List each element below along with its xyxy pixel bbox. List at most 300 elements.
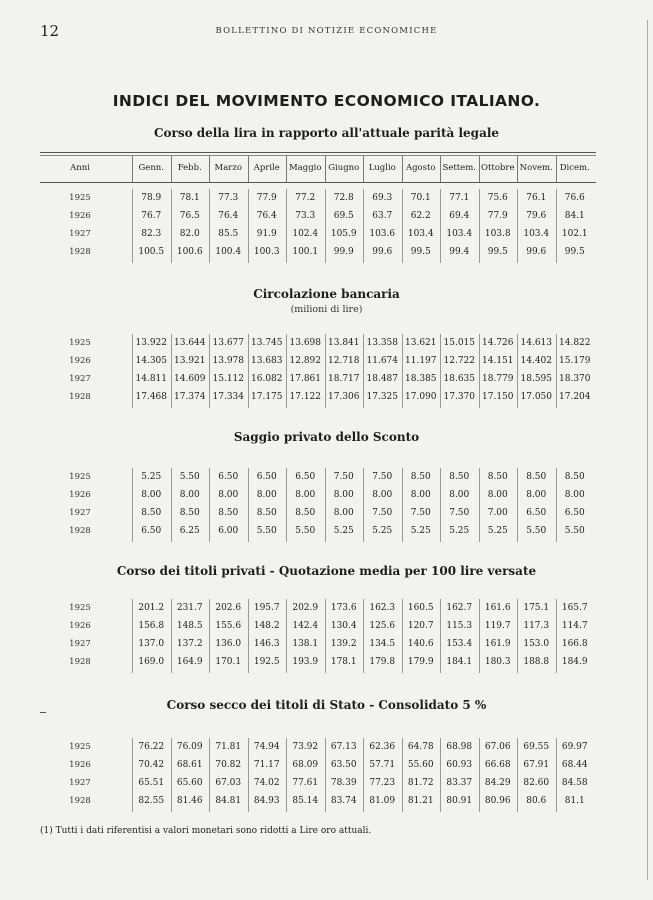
main-title: INDICI DEL MOVIMENTO ECONOMICO ITALIANO. [112, 92, 541, 110]
table-cell: 84.1 [564, 211, 585, 221]
table-cell: 117.3 [523, 621, 550, 631]
section-title: Saggio privato dello Sconto [233, 430, 420, 444]
table-cell: 71.81 [215, 742, 242, 752]
section-title: Corso dei titoli privati - Quotazione media per 100 lire versate [116, 564, 537, 578]
table-cell: 105.9 [330, 229, 357, 239]
table-cell: 64.78 [407, 742, 434, 752]
table-cell: 180.3 [484, 657, 511, 667]
table-cell: 6.50 [526, 508, 547, 518]
table-cell: 81.21 [407, 796, 434, 806]
table-cell: 8.00 [487, 490, 508, 500]
row-year: 1925 [69, 338, 91, 348]
table-cell: 202.6 [215, 603, 242, 613]
table-cell: 14.402 [520, 356, 552, 366]
table-cell: 8.50 [179, 508, 200, 518]
table-cell: 84.93 [253, 796, 280, 806]
table-cell: 184.9 [561, 657, 588, 667]
table-cell: 65.51 [138, 778, 165, 788]
table-cell: 231.7 [176, 603, 203, 613]
table-cell: 103.8 [484, 229, 511, 239]
table-cell: 148.5 [176, 621, 203, 631]
table-cell: 73.92 [292, 742, 319, 752]
table-cell: 68.44 [561, 760, 588, 770]
month-header: Agosto [405, 163, 436, 173]
table-cell: 17.090 [405, 392, 437, 402]
row-year: 1926 [69, 760, 91, 770]
header-bottom-rule [40, 182, 596, 183]
header-column-divider [440, 156, 441, 182]
table-cell: 202.9 [292, 603, 319, 613]
row-year: 1928 [69, 526, 91, 536]
table-cell: 13.683 [251, 356, 283, 366]
table-cell: 85.14 [292, 796, 319, 806]
table-cell: 76.4 [218, 211, 239, 221]
table-cell: 99.5 [410, 247, 431, 257]
table-cell: 14.811 [135, 374, 167, 384]
header-column-divider [363, 156, 364, 182]
table-cell: 102.4 [292, 229, 319, 239]
month-header: Settem. [442, 163, 476, 173]
table-cell: 18.487 [366, 374, 398, 384]
table-cell: 17.370 [443, 392, 475, 402]
table-cell: 7.50 [333, 472, 354, 482]
table-cell: 134.5 [369, 639, 396, 649]
table-cell: 14.151 [482, 356, 514, 366]
table-cell: 99.4 [449, 247, 470, 257]
table-cell: 76.09 [176, 742, 203, 752]
table-cell: 6.25 [179, 526, 200, 536]
table-cell: 14.609 [174, 374, 206, 384]
table-cell: 76.7 [141, 211, 162, 221]
table-cell: 8.50 [526, 472, 547, 482]
table-cell: 5.25 [410, 526, 431, 536]
table-cell: 8.00 [333, 508, 354, 518]
table-cell: 77.9 [256, 193, 277, 203]
table-cell: 102.1 [561, 229, 588, 239]
table-cell: 5.25 [487, 526, 508, 536]
table-cell: 70.82 [215, 760, 242, 770]
table-cell: 148.2 [253, 621, 280, 631]
table-cell: 69.3 [372, 193, 393, 203]
table-cell: 76.6 [564, 193, 585, 203]
table-cell: 83.74 [330, 796, 357, 806]
table-cell: 161.9 [484, 639, 511, 649]
table-cell: 76.1 [526, 193, 547, 203]
table-cell: 77.9 [487, 211, 508, 221]
table-cell: 17.050 [520, 392, 552, 402]
table-cell: 17.204 [559, 392, 591, 402]
table-cell: 77.61 [292, 778, 319, 788]
row-year: 1925 [69, 603, 91, 613]
month-header: Giugno [328, 163, 360, 173]
table-cell: 8.00 [333, 490, 354, 500]
page-edge-divider [647, 20, 648, 880]
table-cell: 100.1 [292, 247, 319, 257]
table-cell: 83.37 [446, 778, 473, 788]
table-cell: 84.29 [484, 778, 511, 788]
table-cell: 73.3 [295, 211, 316, 221]
table-cell: 17.374 [174, 392, 206, 402]
table-cell: 6.00 [218, 526, 239, 536]
table-cell: 7.00 [487, 508, 508, 518]
table-cell: 18.635 [443, 374, 475, 384]
table-cell: 99.5 [487, 247, 508, 257]
table-cell: 91.9 [256, 229, 277, 239]
table-cell: 78.9 [141, 193, 162, 203]
row-year: 1926 [69, 621, 91, 631]
table-cell: 18.385 [405, 374, 437, 384]
table-cell: 8.50 [564, 472, 585, 482]
table-cell: 184.1 [446, 657, 473, 667]
row-year: 1928 [69, 657, 91, 667]
table-cell: 8.00 [564, 490, 585, 500]
table-cell: 69.55 [523, 742, 550, 752]
table-cell: 5.50 [295, 526, 316, 536]
table-cell: 114.7 [561, 621, 588, 631]
table-cell: 13.644 [174, 338, 206, 348]
table-cell: 80.91 [446, 796, 473, 806]
table-cell: 18.779 [482, 374, 514, 384]
table-cell: 162.3 [369, 603, 396, 613]
table-cell: 17.334 [212, 392, 244, 402]
table-cell: 67.13 [330, 742, 357, 752]
table-cell: 5.25 [141, 472, 162, 482]
table-cell: 11.674 [366, 356, 398, 366]
table-cell: 67.03 [215, 778, 242, 788]
table-cell: 57.71 [369, 760, 396, 770]
table-cell: 76.4 [256, 211, 277, 221]
table-cell: 71.17 [253, 760, 280, 770]
table-cell: 146.3 [253, 639, 280, 649]
header-column-divider [517, 156, 518, 182]
section-subtitle: (milioni di lire) [290, 304, 363, 315]
table-cell: 17.861 [289, 374, 321, 384]
table-cell: 69.97 [561, 742, 588, 752]
row-year: 1928 [69, 796, 91, 806]
table-cell: 8.50 [487, 472, 508, 482]
table-cell: 115.3 [446, 621, 473, 631]
table-cell: 7.50 [372, 508, 393, 518]
table-cell: 5.25 [449, 526, 470, 536]
table-cell: 17.325 [366, 392, 398, 402]
table-cell: 99.5 [564, 247, 585, 257]
table-cell: 69.4 [449, 211, 470, 221]
row-year: 1926 [69, 490, 91, 500]
table-cell: 84.81 [215, 796, 242, 806]
table-cell: 60.93 [446, 760, 473, 770]
table-cell: 8.00 [526, 490, 547, 500]
section-title: Circolazione bancaria [253, 287, 400, 301]
table-cell: 13.922 [135, 338, 167, 348]
table-cell: 17.122 [289, 392, 321, 402]
table-cell: 18.370 [559, 374, 591, 384]
month-header: Aprile [253, 163, 280, 173]
table-cell: 82.0 [179, 229, 200, 239]
table-cell: 169.0 [138, 657, 165, 667]
table-cell: 192.5 [253, 657, 280, 667]
table-cell: 76.5 [179, 211, 200, 221]
table-cell: 166.8 [561, 639, 588, 649]
table-cell: 195.7 [253, 603, 280, 613]
table-cell: 12.722 [443, 356, 475, 366]
table-cell: 6.50 [256, 472, 277, 482]
table-cell: 82.60 [523, 778, 550, 788]
table-cell: 55.60 [407, 760, 434, 770]
header-column-divider [286, 156, 287, 182]
table-cell: 13.677 [212, 338, 244, 348]
table-cell: 103.4 [407, 229, 434, 239]
table-cell: 5.50 [526, 526, 547, 536]
table-cell: 140.6 [407, 639, 434, 649]
table-cell: 8.50 [256, 508, 277, 518]
table-cell: 8.00 [218, 490, 239, 500]
table-cell: 81.46 [176, 796, 203, 806]
row-year: 1927 [69, 229, 91, 239]
table-cell: 5.25 [372, 526, 393, 536]
table-cell: 165.7 [561, 603, 588, 613]
table-cell: 72.8 [333, 193, 354, 203]
row-year: 1925 [69, 742, 91, 752]
table-cell: 74.02 [253, 778, 280, 788]
table-cell: 120.7 [407, 621, 434, 631]
table-cell: 81.09 [369, 796, 396, 806]
table-cell: 74.94 [253, 742, 280, 752]
page-number: 12 [40, 22, 60, 40]
row-year: 1927 [69, 778, 91, 788]
table-cell: 81.72 [407, 778, 434, 788]
month-header: Luglio [368, 163, 396, 173]
table-cell: 103.4 [523, 229, 550, 239]
table-cell: 8.00 [295, 490, 316, 500]
table-cell: 68.09 [292, 760, 319, 770]
table-cell: 161.6 [484, 603, 511, 613]
table-cell: 130.4 [330, 621, 357, 631]
row-year: 1928 [69, 392, 91, 402]
year-column-header: Anni [70, 163, 90, 173]
header-column-divider [171, 156, 172, 182]
table-cell: 76.22 [138, 742, 165, 752]
table-cell: 13.698 [289, 338, 321, 348]
table-cell: 6.50 [141, 526, 162, 536]
table-cell: 179.9 [407, 657, 434, 667]
table-cell: 6.50 [564, 508, 585, 518]
table-cell: 201.2 [138, 603, 165, 613]
table-cell: 179.8 [369, 657, 396, 667]
table-cell: 175.1 [523, 603, 550, 613]
table-cell: 77.3 [218, 193, 239, 203]
table-cell: 82.55 [138, 796, 165, 806]
header-column-divider [402, 156, 403, 182]
table-cell: 18.595 [520, 374, 552, 384]
table-cell: 63.7 [372, 211, 393, 221]
table-cell: 67.91 [523, 760, 550, 770]
table-cell: 75.6 [487, 193, 508, 203]
table-cell: 17.468 [135, 392, 167, 402]
table-cell: 69.5 [333, 211, 354, 221]
table-cell: 100.4 [215, 247, 242, 257]
table-cell: 13.978 [212, 356, 244, 366]
table-cell: 81.1 [564, 796, 585, 806]
month-header: Marzo [214, 163, 242, 173]
table-cell: 6.50 [218, 472, 239, 482]
header-column-divider [132, 156, 133, 182]
table-cell: 79.6 [526, 211, 547, 221]
table-cell: 82.3 [141, 229, 162, 239]
table-cell: 80.6 [526, 796, 547, 806]
table-cell: 8.00 [410, 490, 431, 500]
table-cell: 78.39 [330, 778, 357, 788]
table-cell: 7.50 [410, 508, 431, 518]
table-cell: 17.175 [251, 392, 283, 402]
header-column-divider [209, 156, 210, 182]
table-cell: 99.6 [372, 247, 393, 257]
table-cell: 66.68 [484, 760, 511, 770]
table-cell: 125.6 [369, 621, 396, 631]
table-cell: 8.50 [410, 472, 431, 482]
table-cell: 67.06 [484, 742, 511, 752]
table-cell: 15.179 [559, 356, 591, 366]
table-cell: 68.98 [446, 742, 473, 752]
footnote: (1) Tutti i dati riferentisi a valori monetari sono ridotti a Lire oro attuali. [40, 826, 372, 836]
header-column-divider [248, 156, 249, 182]
table-cell: 142.4 [292, 621, 319, 631]
table-cell: 119.7 [484, 621, 511, 631]
table-cell: 62.36 [369, 742, 396, 752]
header-column-divider [479, 156, 480, 182]
table-cell: 170.1 [215, 657, 242, 667]
table-cell: 6.50 [295, 472, 316, 482]
table-cell: 5.50 [256, 526, 277, 536]
running-head: BOLLETTINO DI NOTIZIE ECONOMICHE [215, 26, 438, 36]
table-cell: 173.6 [330, 603, 357, 613]
header-top-rule [40, 152, 596, 153]
table-cell: 8.00 [372, 490, 393, 500]
table-cell: 17.306 [328, 392, 360, 402]
table-cell: 164.9 [176, 657, 203, 667]
table-cell: 5.50 [564, 526, 585, 536]
header-top-rule-inner [40, 155, 596, 156]
table-cell: 137.0 [138, 639, 165, 649]
row-year: 1926 [69, 356, 91, 366]
table-cell: 70.1 [410, 193, 431, 203]
table-cell: 153.0 [523, 639, 550, 649]
table-cell: 68.61 [176, 760, 203, 770]
table-cell: 193.9 [292, 657, 319, 667]
table-cell: 8.00 [256, 490, 277, 500]
table-cell: 70.42 [138, 760, 165, 770]
header-column-divider [556, 156, 557, 182]
table-cell: 7.50 [449, 508, 470, 518]
month-header: Dicem. [559, 163, 590, 173]
table-cell: 15.015 [443, 338, 475, 348]
table-cell: 14.305 [135, 356, 167, 366]
table-cell: 11.197 [405, 356, 437, 366]
row-year: 1925 [69, 193, 91, 203]
row-year: 1927 [69, 508, 91, 518]
table-cell: 136.0 [215, 639, 242, 649]
table-cell: 156.8 [138, 621, 165, 631]
table-cell: 103.6 [369, 229, 396, 239]
table-cell: 188.8 [523, 657, 550, 667]
table-cell: 103.4 [446, 229, 473, 239]
row-year: 1925 [69, 472, 91, 482]
row-year: 1926 [69, 211, 91, 221]
table-cell: 100.5 [138, 247, 165, 257]
table-cell: 100.6 [176, 247, 203, 257]
margin-mark [40, 712, 46, 713]
table-cell: 5.50 [179, 472, 200, 482]
table-cell: 8.50 [218, 508, 239, 518]
table-cell: 8.00 [141, 490, 162, 500]
table-cell: 100.3 [253, 247, 280, 257]
table-cell: 155.6 [215, 621, 242, 631]
table-cell: 85.5 [218, 229, 239, 239]
table-cell: 65.60 [176, 778, 203, 788]
table-cell: 162.7 [446, 603, 473, 613]
header-column-divider [325, 156, 326, 182]
table-cell: 77.1 [449, 193, 470, 203]
table-cell: 8.00 [449, 490, 470, 500]
table-cell: 99.9 [333, 247, 354, 257]
table-cell: 17.150 [482, 392, 514, 402]
month-header: Ottobre [481, 163, 515, 173]
month-header: Febb. [177, 163, 202, 173]
table-cell: 8.00 [179, 490, 200, 500]
table-cell: 18.717 [328, 374, 360, 384]
table-cell: 15.112 [212, 374, 244, 384]
table-cell: 80.96 [484, 796, 511, 806]
table-cell: 13.745 [251, 338, 283, 348]
month-header: Novem. [519, 163, 553, 173]
table-cell: 12.892 [289, 356, 321, 366]
section-title: Corso della lira in rapporto all'attuale parità legale [153, 126, 500, 140]
table-cell: 178.1 [330, 657, 357, 667]
table-cell: 5.25 [333, 526, 354, 536]
table-cell: 139.2 [330, 639, 357, 649]
table-cell: 16.082 [251, 374, 283, 384]
table-cell: 8.50 [449, 472, 470, 482]
table-cell: 77.2 [295, 193, 316, 203]
table-cell: 78.1 [179, 193, 200, 203]
table-cell: 12.718 [328, 356, 360, 366]
row-year: 1928 [69, 247, 91, 257]
table-cell: 160.5 [407, 603, 434, 613]
table-cell: 13.358 [366, 338, 398, 348]
section-title: Corso secco dei titoli di Stato - Consolidato 5 % [166, 698, 487, 712]
table-cell: 62.2 [410, 211, 431, 221]
table-cell: 137.2 [176, 639, 203, 649]
table-cell: 77.23 [369, 778, 396, 788]
table-cell: 84.58 [561, 778, 588, 788]
row-year: 1927 [69, 639, 91, 649]
table-cell: 13.841 [328, 338, 360, 348]
table-cell: 153.4 [446, 639, 473, 649]
table-cell: 138.1 [292, 639, 319, 649]
table-cell: 7.50 [372, 472, 393, 482]
table-cell: 63.50 [330, 760, 357, 770]
table-cell: 8.50 [141, 508, 162, 518]
table-cell: 13.921 [174, 356, 206, 366]
table-cell: 14.613 [520, 338, 552, 348]
table-cell: 8.50 [295, 508, 316, 518]
row-year: 1927 [69, 374, 91, 384]
table-cell: 13.621 [405, 338, 437, 348]
month-header: Genn. [138, 163, 164, 173]
month-header: Maggio [289, 163, 322, 173]
table-cell: 14.822 [559, 338, 591, 348]
table-cell: 14.726 [482, 338, 514, 348]
table-cell: 99.6 [526, 247, 547, 257]
